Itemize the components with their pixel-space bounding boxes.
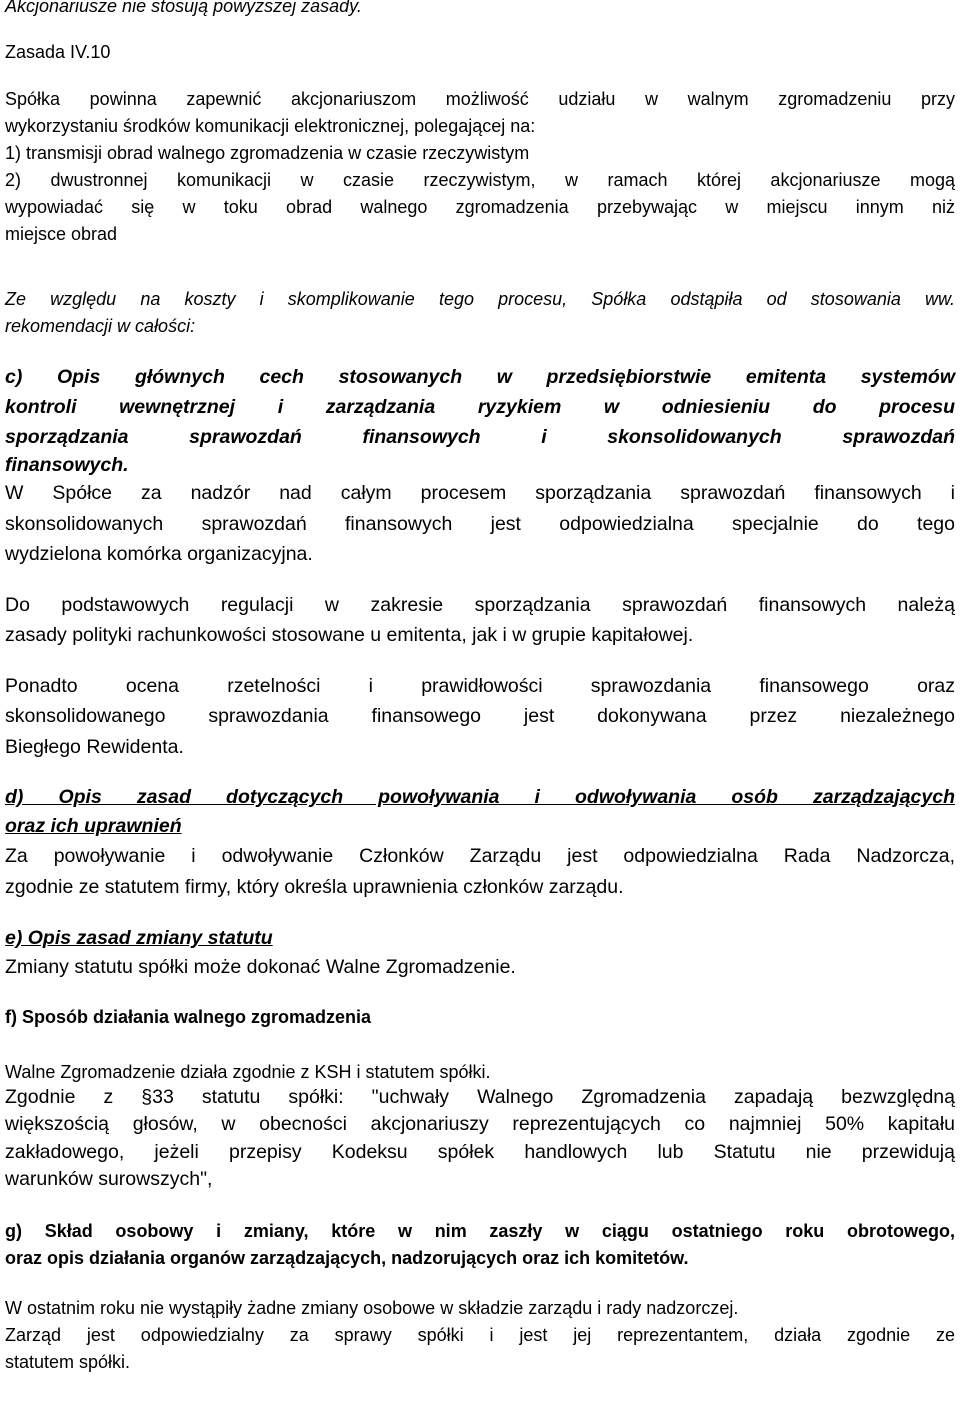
text-line: sporządzania sprawozdań finansowych i skonsolidowanych sprawozdań — [5, 426, 955, 448]
text-line: W Spółce za nadzór nad całym procesem sporządzania sprawozdań finansowych i — [5, 482, 955, 504]
section-g-heading — [5, 1218, 955, 1272]
intro-paragraph: Akcjonariusze nie stosują powyższej zasady. — [5, 0, 362, 16]
text-line: wypowiadać się w toku obrad walnego zgromadzenia przebywając w miejscu innym niż — [5, 197, 955, 217]
section-f-paragraph-2 — [5, 1084, 955, 1194]
zasada-paragraph — [5, 86, 955, 248]
section-e-heading: e) Opis zasad zmiany statutu — [5, 927, 273, 949]
section-f-paragraph-1: Walne Zgromadzenie działa zgodnie z KSH i statutem spółki. — [5, 1061, 491, 1082]
text-line: 1) transmisji obrad walnego zgromadzenia w czasie rzeczywistym — [5, 143, 530, 163]
text-line: rekomendacji w całości: — [5, 316, 196, 336]
text-line: Zgodnie z §33 statutu spółki: "uchwały Walnego Zgromadzenia zapadają bezwzględną — [5, 1085, 955, 1108]
section-g-paragraph-1: W ostatnim roku nie wystąpiły żadne zmiany osobowe w składzie zarządu i rady nadzorczej. — [5, 1297, 739, 1318]
text-line: miejsce obrad — [5, 224, 118, 244]
section-d-heading — [5, 783, 955, 841]
section-c-heading — [5, 362, 955, 478]
text-line: wykorzystaniu środków komunikacji elektronicznej, polegającej na: — [5, 116, 536, 136]
text-line: finansowych. — [5, 454, 129, 476]
text-line: oraz ich uprawnień — [5, 815, 182, 837]
text-line: zgodnie ze statutem firmy, który określa uprawnienia członków zarządu. — [5, 875, 624, 898]
text-line: Do podstawowych regulacji w zakresie sporządzania sprawozdań finansowych należą — [5, 593, 955, 616]
text-line: Spółka powinna zapewnić akcjonariuszom możliwość udziału w walnym zgromadzeniu przy — [5, 89, 955, 109]
document-page — [5, 0, 955, 1376]
section-c-paragraph-1 — [5, 478, 955, 570]
text-line: Zarząd jest odpowiedzialny za sprawy spółki i jest jej reprezentantem, działa zgodnie ze — [5, 1324, 955, 1345]
text-line: skonsolidowanego sprawozdania finansowego jest dokonywana przez niezależnego — [5, 705, 955, 727]
section-c-paragraph-3 — [5, 671, 955, 763]
text-line: c) Opis głównych cech stosowanych w przedsiębiorstwie emitenta systemów — [5, 366, 955, 388]
text-line: oraz opis działania organów zarządzających, nadzorujących oraz ich komitetów. — [5, 1247, 689, 1268]
section-g-paragraph-2 — [5, 1322, 955, 1376]
text-line: g) Skład osobowy i zmiany, które w nim zaszły w ciągu ostatniego roku obrotowego, — [5, 1220, 955, 1241]
text-line: 2) dwustronnej komunikacji w czasie rzeczywistym, w ramach której akcjonariusze mogą — [5, 170, 955, 190]
text-line: Ponadto ocena rzetelności i prawidłowości sprawozdania finansowego oraz — [5, 674, 955, 697]
text-line: kontroli wewnętrznej i zarządzania ryzykiem w odniesieniu do procesu — [5, 396, 955, 418]
text-line: warunków surowszych", — [5, 1168, 213, 1190]
text-line: Biegłego Rewidenta. — [5, 735, 184, 758]
text-line: większością głosów, w obecności akcjonariuszy reprezentujących co najmniej 50% kapitału — [5, 1113, 955, 1135]
section-d-paragraph — [5, 841, 955, 902]
koszty-paragraph — [5, 286, 955, 340]
section-c-paragraph-2 — [5, 590, 955, 651]
text-line: Za powoływanie i odwoływanie Członków Zarządu jest odpowiedzialna Rada Nadzorcza, — [5, 845, 955, 867]
text-line: statutem spółki. — [5, 1351, 131, 1372]
text-line: Ze względu na koszty i skomplikowanie tego procesu, Spółka odstąpiła od stosowania ww. — [5, 289, 955, 309]
text-line: skonsolidowanych sprawozdań finansowych jest odpowiedzialna specjalnie do tego — [5, 512, 955, 535]
text-line: d) Opis zasad dotyczących powoływania i odwoływania osób zarządzających — [5, 786, 955, 808]
text-line: zakładowego, jeżeli przepisy Kodeksu spółek handlowych lub Statutu nie przewidują — [5, 1140, 955, 1163]
text-line: zasady polityki rachunkowości stosowane u emitenta, jak i w grupie kapitałowej. — [5, 624, 694, 646]
section-f-heading: f) Sposób działania walnego zgromadzenia — [5, 1006, 372, 1027]
text-line: wydzielona komórka organizacyjna. — [5, 543, 313, 565]
zasada-heading: Zasada IV.10 — [5, 42, 111, 62]
section-e-paragraph: Zmiany statutu spółki może dokonać Walne Zgromadzenie. — [5, 956, 516, 978]
